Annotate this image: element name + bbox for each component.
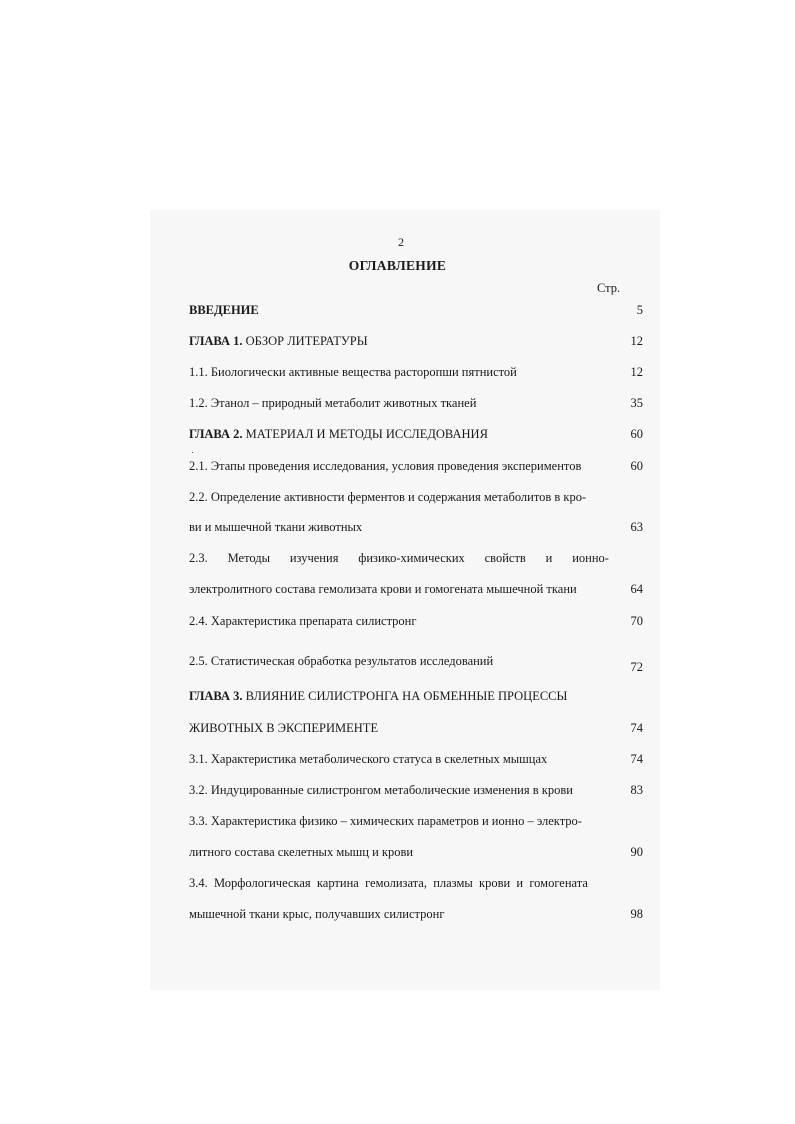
entry-text: 3.4. Морфологическая картина гемолизата, плазмы крови и гомогената [189, 876, 588, 890]
scanned-page-area [150, 210, 660, 990]
entry-text: ОБЗОР ЛИТЕРАТУРЫ [242, 334, 368, 348]
entry-text-justified [189, 551, 609, 566]
toc-entry-chapter-2 [189, 427, 643, 445]
word: изучения [289, 551, 339, 565]
word: Методы [227, 551, 271, 565]
entry-page: 72 [630, 660, 643, 674]
entry-text: 1.2. Этанол – природный метаболит животных тканей [189, 396, 477, 410]
entry-text: 1.1. Биологически активные вещества расторопши пятнистой [189, 365, 517, 379]
word: и [545, 551, 553, 565]
word: ионно- [572, 551, 609, 565]
entry-bold: ГЛАВА 2. [189, 427, 243, 441]
toc-entry-3-3 [189, 814, 643, 832]
entry-page: 74 [630, 721, 643, 735]
toc-entry-1-1 [189, 365, 643, 383]
entry-text: 2.4. Характеристика препарата силистронг [189, 614, 417, 628]
scan-speck [192, 452, 193, 453]
toc-entry-3-2 [189, 783, 643, 801]
entry-text: ви и мышечной ткани животных [189, 520, 363, 534]
toc-entry-chapter-3-cont [189, 721, 643, 739]
toc-entry-2-2 [189, 490, 643, 508]
entry-page: 60 [630, 459, 643, 473]
entry-text: литного состава скелетных мышц и крови [189, 845, 414, 859]
entry-page: 12 [630, 334, 643, 348]
entry-bold: ГЛАВА 1. [189, 334, 243, 348]
entry-text: ЖИВОТНЫХ В ЭКСПЕРИМЕНТЕ [189, 721, 379, 735]
entry-page: 60 [630, 427, 643, 441]
entry-page: 70 [630, 614, 643, 628]
toc-heading: ОГЛАВЛЕНИЕ [348, 258, 447, 273]
entry-text: 2.1. Этапы проведения исследования, условия проведения экспериментов [189, 459, 582, 473]
word: физико-химических [358, 551, 465, 565]
toc-entry-chapter-1 [189, 334, 643, 352]
entry-text: МАТЕРИАЛ И МЕТОДЫ ИССЛЕДОВАНИЯ [242, 427, 488, 441]
word: свойств [484, 551, 526, 565]
toc-entry-1-2 [189, 396, 643, 414]
entry-text: 3.2. Индуцированные силистронгом метаболические изменения в крови [189, 783, 573, 797]
entry-bold: ВВЕДЕНИЕ [189, 303, 259, 317]
toc-entry-2-1 [189, 459, 643, 477]
entry-page: 5 [636, 303, 643, 317]
page-column-label: Стр. [597, 281, 621, 295]
word: 2.3. [189, 551, 208, 565]
toc-entry-2-2-cont [189, 520, 643, 538]
entry-bold: ГЛАВА 3. [189, 689, 243, 703]
entry-page: 74 [630, 752, 643, 766]
entry-page: 35 [630, 396, 643, 410]
entry-text: 3.3. Характеристика физико – химических параметров и ионно – электро- [189, 814, 582, 828]
page-number: 2 [398, 235, 404, 249]
entry-text: электролитного состава гемолизата крови и гомогената мышечной ткани [189, 582, 577, 596]
entry-page: 12 [630, 365, 643, 379]
toc-entry-introduction [189, 303, 643, 321]
toc-entry-3-1 [189, 752, 643, 770]
toc-entry-3-3-cont [189, 845, 643, 863]
entry-text: мышечной ткани крыс, получавших силистронг [189, 907, 445, 921]
entry-text: 3.1. Характеристика метаболического статуса в скелетных мышцах [189, 752, 548, 766]
toc-entry-3-4-cont [189, 907, 643, 925]
entry-text: ВЛИЯНИЕ СИЛИСТРОНГА НА ОБМЕННЫЕ ПРОЦЕССЫ [242, 689, 568, 703]
toc-entry-2-5 [189, 654, 643, 672]
toc-entry-2-3-cont [189, 582, 643, 600]
toc-entry-3-4 [189, 876, 643, 894]
toc-entry-2-4 [189, 614, 643, 632]
toc-entry-chapter-3 [189, 689, 643, 707]
entry-page: 63 [630, 520, 643, 534]
entry-page: 90 [630, 845, 643, 859]
entry-page: 83 [630, 783, 643, 797]
toc-entry-2-3 [189, 551, 643, 569]
entry-page: 98 [630, 907, 643, 921]
entry-text: 2.2. Определение активности ферментов и содержания метаболитов в кро- [189, 490, 587, 504]
entry-text: 2.5. Статистическая обработка результатов исследований [189, 654, 494, 668]
entry-page: 64 [630, 582, 643, 596]
